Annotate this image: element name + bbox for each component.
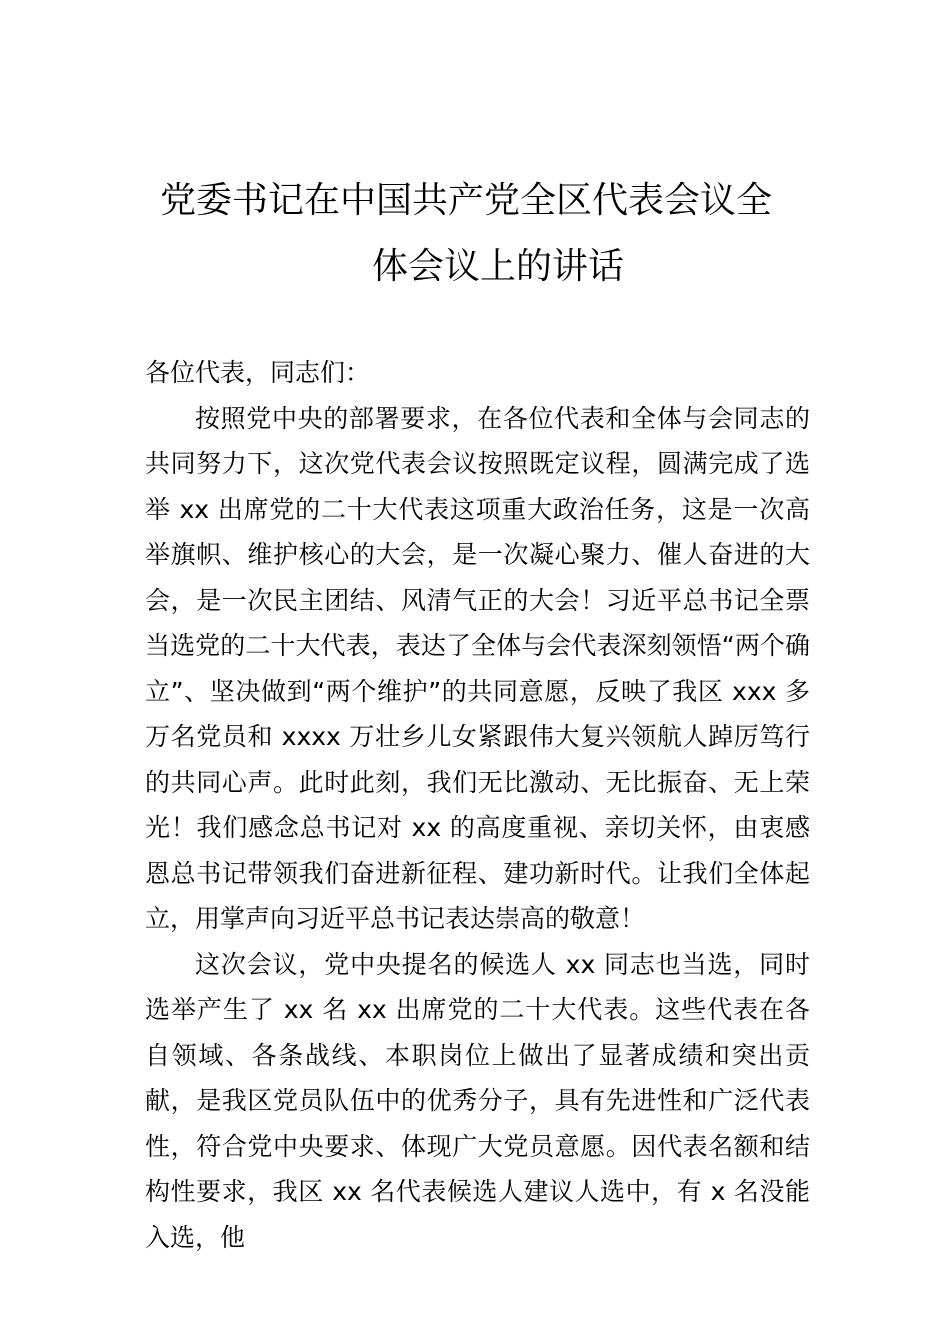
document-title-line-1: 党委书记在中国共产党全区代表会议全: [160, 180, 773, 221]
document-body: [145, 350, 810, 1260]
paragraph-1: 按照党中央的部署要求，在各位代表和全体与会同志的共同努力下，这次党代表会议按照既定议程，圆满完成了选举 xx 出席党的二十大代表这项重大政治任务，这是一次高举旗帜、维护核心的大会，是一次凝心聚力、催人奋进的大会，是一次民主团结、风清气正的大会！习近平总书记全票当选党的二十大代表，表达了全体与会代表深刻领悟“两个确立”、坚决做到“两个维护”的共同意愿，反映了我区 xxx 多万名党员和 xxxx 万壮乡儿女紧跟伟大复兴领航人踔厉笃行的共同心声。此时此刻，我们无比激动、无比振奋、无上荣光！我们感念总书记对 xx 的高度重视、亲切关怀，由衷感恩总书记带领我们奋进新征程、建功新时代。让我们全体起立，用掌声向习近平总书记表达崇高的敬意！: [145, 403, 810, 933]
document-title-line-2: 体会议上的讲话: [372, 246, 625, 287]
greeting-line: 各位代表，同志们：: [145, 358, 371, 387]
paragraph-2: 这次会议，党中央提名的候选人 xx 同志也当选，同时选举产生了 xx 名 xx 出席党的二十大代表。这些代表在各自领域、各条战线、本职岗位上做出了显著成绩和突出贡献，是我区党员队伍中的优秀分子，具有先进性和广泛代表性，符合党中央要求、体现广大党员意愿。因代表名额和结构性要求，我区 xx 名代表候选人建议人选中，有 x 名没能入选，他: [145, 949, 810, 1252]
